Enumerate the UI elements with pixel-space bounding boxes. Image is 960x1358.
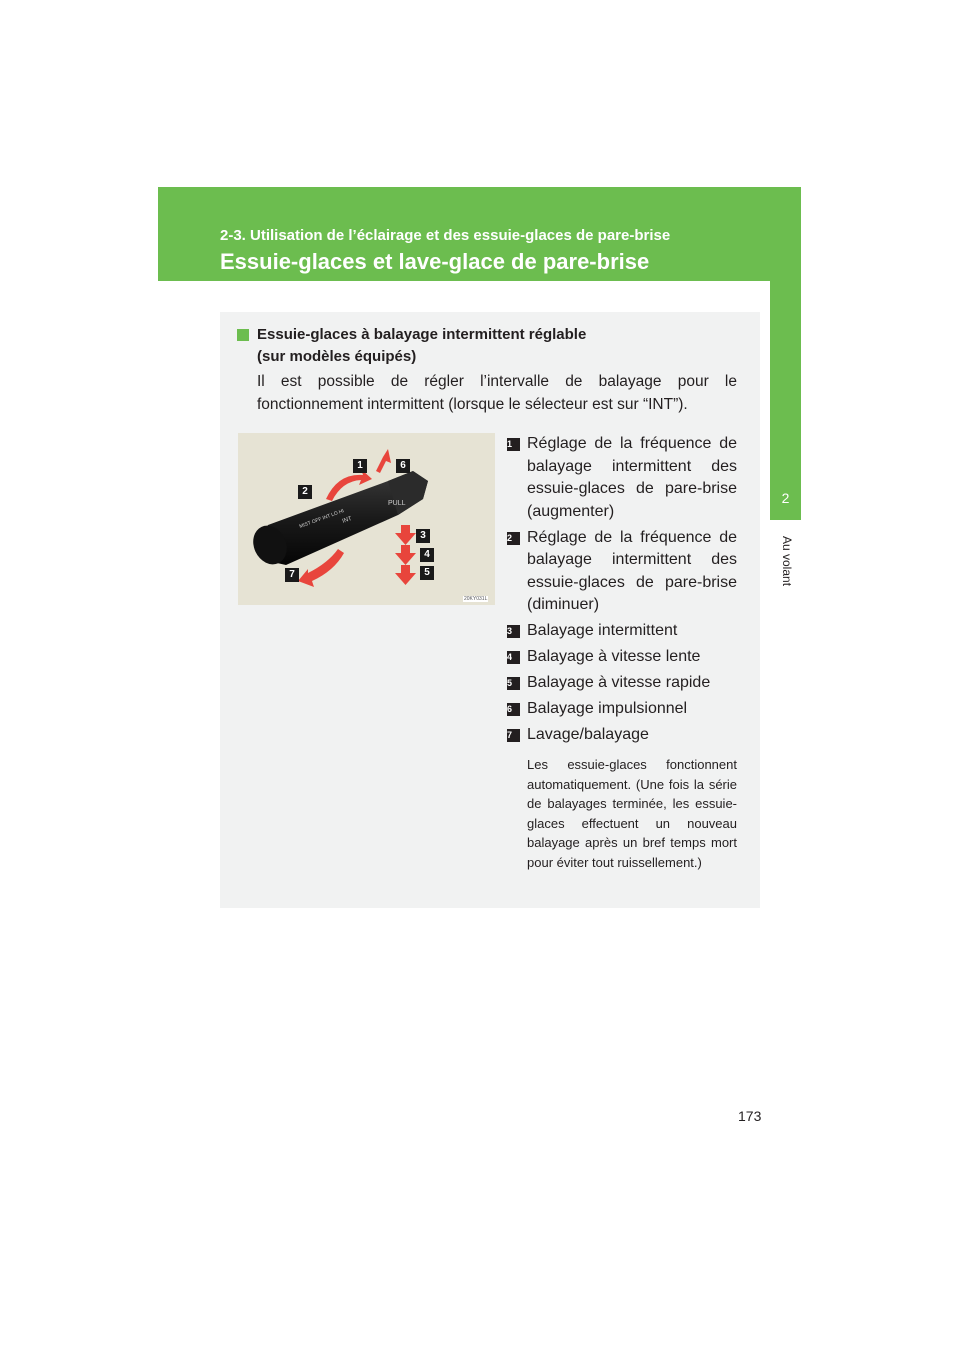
callout-3: 3 <box>416 529 430 543</box>
sub-heading-line1: Essuie-glaces à balayage intermittent réglable <box>257 326 587 343</box>
callout-6: 6 <box>396 459 410 473</box>
callout-5: 5 <box>420 566 434 580</box>
item-text: Balayage à vitesse rapide <box>527 674 711 691</box>
bullet-square-icon <box>237 329 249 341</box>
item-number-badge: 2 <box>507 532 520 545</box>
sub-heading-line2: (sur modèles équipés) <box>257 348 417 365</box>
callout-4: 4 <box>420 548 434 562</box>
item-number-badge: 1 <box>507 438 520 451</box>
callout-1: 1 <box>353 459 367 473</box>
chapter-label: Au volant <box>780 536 794 587</box>
list-item <box>507 698 737 721</box>
callout-7: 7 <box>285 568 299 582</box>
item-number-badge: 4 <box>507 651 520 664</box>
callout-2: 2 <box>298 485 312 499</box>
list-item <box>507 672 737 695</box>
list-item <box>507 527 737 617</box>
item-number-badge: 3 <box>507 625 520 638</box>
item-number-badge: 7 <box>507 729 520 742</box>
chapter-number: 2 <box>781 490 790 506</box>
svg-text:MIST OFF INT LO HI: MIST OFF INT LO HI <box>298 508 345 530</box>
item-text: Balayage à vitesse lente <box>527 648 701 665</box>
item-number-badge: 6 <box>507 703 520 716</box>
list-item <box>507 620 737 643</box>
content-panel <box>220 312 760 908</box>
item-number-badge: 5 <box>507 677 520 690</box>
intro-paragraph: Il est possible de régler l’intervalle de balayage pour le fonctionnement intermittent (lorsque le sélecteur est sur “INT”). <box>257 373 737 413</box>
item-text: Réglage de la fréquence de balayage intermittent des essuie-glaces de pare-brise (diminuer) <box>527 528 737 613</box>
figure-code: 20KY031L <box>464 596 488 602</box>
list-item <box>507 724 737 747</box>
item-text: Balayage intermittent <box>527 622 678 639</box>
page-title: Essuie-glaces et lave-glace de pare-brise <box>220 249 650 274</box>
chapter-tab <box>770 187 801 520</box>
section-label: 2-3. Utilisation de l’éclairage et des essuie-glaces de pare-brise <box>220 227 671 244</box>
header-band <box>158 187 801 281</box>
note-paragraph: Les essuie-glaces fonctionnent automatiquement. (Une fois la série de balayages terminée, les essuie-glaces effectuent un nouveau balayage après un bref temps mort pour éviter tout ruissellement.) <box>527 757 737 870</box>
svg-text:INT: INT <box>341 515 353 525</box>
item-text: Lavage/balayage <box>527 726 649 743</box>
sub-heading <box>257 324 747 368</box>
svg-text:PULL: PULL <box>388 500 406 507</box>
item-text: Réglage de la fréquence de balayage intermittent des essuie-glaces de pare-brise (augmenter) <box>527 435 737 520</box>
function-list <box>507 433 737 750</box>
page-number: 173 <box>738 1108 762 1124</box>
list-item <box>507 646 737 669</box>
item-text: Balayage impulsionnel <box>527 700 688 717</box>
list-item <box>507 433 737 523</box>
wiper-lever-figure <box>238 433 495 605</box>
